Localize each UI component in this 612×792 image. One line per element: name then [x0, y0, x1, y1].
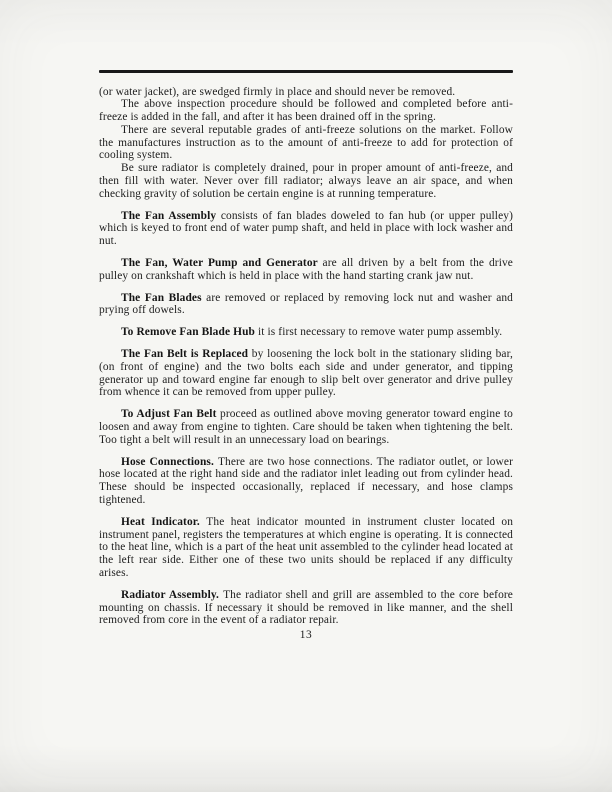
- top-rule: [99, 70, 513, 73]
- paragraph-radiator-assembly: [99, 589, 513, 627]
- paragraph-adjust-fan-belt: [99, 408, 513, 446]
- paragraph-text: (or water jacket), are swedged firmly in place and should never be removed.: [99, 85, 456, 98]
- paragraph-text: The above inspection procedure should be followed and completed before anti-freeze is added in the fall, and after it has been drained off in the spring.: [99, 98, 513, 124]
- paragraph-lead: The Fan Blades: [121, 291, 207, 304]
- paragraph-lead: To Remove Fan Blade Hub: [121, 326, 258, 339]
- paragraph-text: proceed as outlined above moving generator toward engine to loosen and away from engine to tighten. Care should be taken when tightening the belt. Too tight a belt will result in an unnecessary load on bearings.: [99, 408, 513, 446]
- paragraph-lead: To Adjust Fan Belt: [121, 408, 220, 421]
- paragraph-lead: Hose Connections.: [121, 455, 218, 468]
- paragraph-fan-belt-replaced: [99, 348, 513, 399]
- paragraph-text: are removed or replaced by removing lock nut and washer and prying off dowels.: [99, 291, 513, 317]
- page-body-text: [99, 86, 513, 628]
- paragraph-lead: The Fan, Water Pump and Generator: [121, 257, 323, 270]
- paragraph-fan-water-pump-generator: [99, 257, 513, 283]
- paragraph-text: by loosening the lock bolt in the stationary sliding bar, (on front of engine) and the two bolts each side and under generator, and tipping generator up and toward engine far enough to slip belt over generator and drive pulley from whence it can be removed from upper pulley.: [99, 348, 513, 399]
- paragraph-lead: The Fan Belt is Replaced: [121, 348, 252, 361]
- paragraph-heat-indicator: [99, 516, 513, 580]
- paragraph-fan-blades: [99, 292, 513, 318]
- paragraph-lead: The Fan Assembly: [121, 209, 221, 222]
- paragraph: [99, 98, 513, 124]
- paragraph-text: The radiator shell and grill are assembled to the core before mounting on chassis. If necessary it should be removed in like manner, and the shell removed from core in the event of a radiator repair.: [99, 588, 513, 627]
- paragraph-text: are all driven by a belt from the drive pulley on crankshaft which is held in place with the hand starting crank jaw nut.: [99, 257, 513, 282]
- paragraph-text: The heat indicator mounted in instrument cluster located on instrument panel, registers the temperatures at which engine is operating. It is connected to the heat line, which is a part of the heat unit assembled to the cylinder head located at the left rear side. Either one of these two units should be replaced if any difficulty arises.: [99, 515, 514, 579]
- paragraph-lead: Radiator Assembly.: [121, 588, 224, 601]
- paragraph: [99, 162, 513, 200]
- paragraph-hose-connections: [99, 456, 513, 507]
- paragraph: [99, 86, 513, 99]
- paragraph-text: There are two hose connections. The radiator outlet, or lower hose located at the right hand side and the radiator inlet leading out from cylinder head. These should be inspected occasionally, replaced if necessary, and hose clamps tightened.: [99, 455, 513, 507]
- paragraph-fan-assembly: [99, 210, 513, 248]
- page-number: 13: [299, 629, 313, 642]
- paragraph-text: consists of fan blades doweled to fan hub (or upper pulley) which is keyed to front end of water pump shaft, and held in place with lock washer and nut.: [99, 209, 514, 248]
- paragraph-text: it is first necessary to remove water pump assembly.: [257, 326, 503, 339]
- paragraph: [99, 124, 513, 162]
- paragraph-lead: Heat Indicator.: [121, 515, 207, 528]
- paragraph-remove-fan-blade-hub: [99, 326, 513, 339]
- paragraph-text: Be sure radiator is completely drained, pour in proper amount of anti-freeze, and then fill with water. Never over fill radiator; always leave an air space, and when checking gravity of solution be certain engine is at running temperature.: [99, 162, 513, 200]
- paragraph-text: There are several reputable grades of anti-freeze solutions on the market. Follow the manufactures instruction as to the amount of anti-freeze to add for protection of cooling system.: [99, 123, 513, 162]
